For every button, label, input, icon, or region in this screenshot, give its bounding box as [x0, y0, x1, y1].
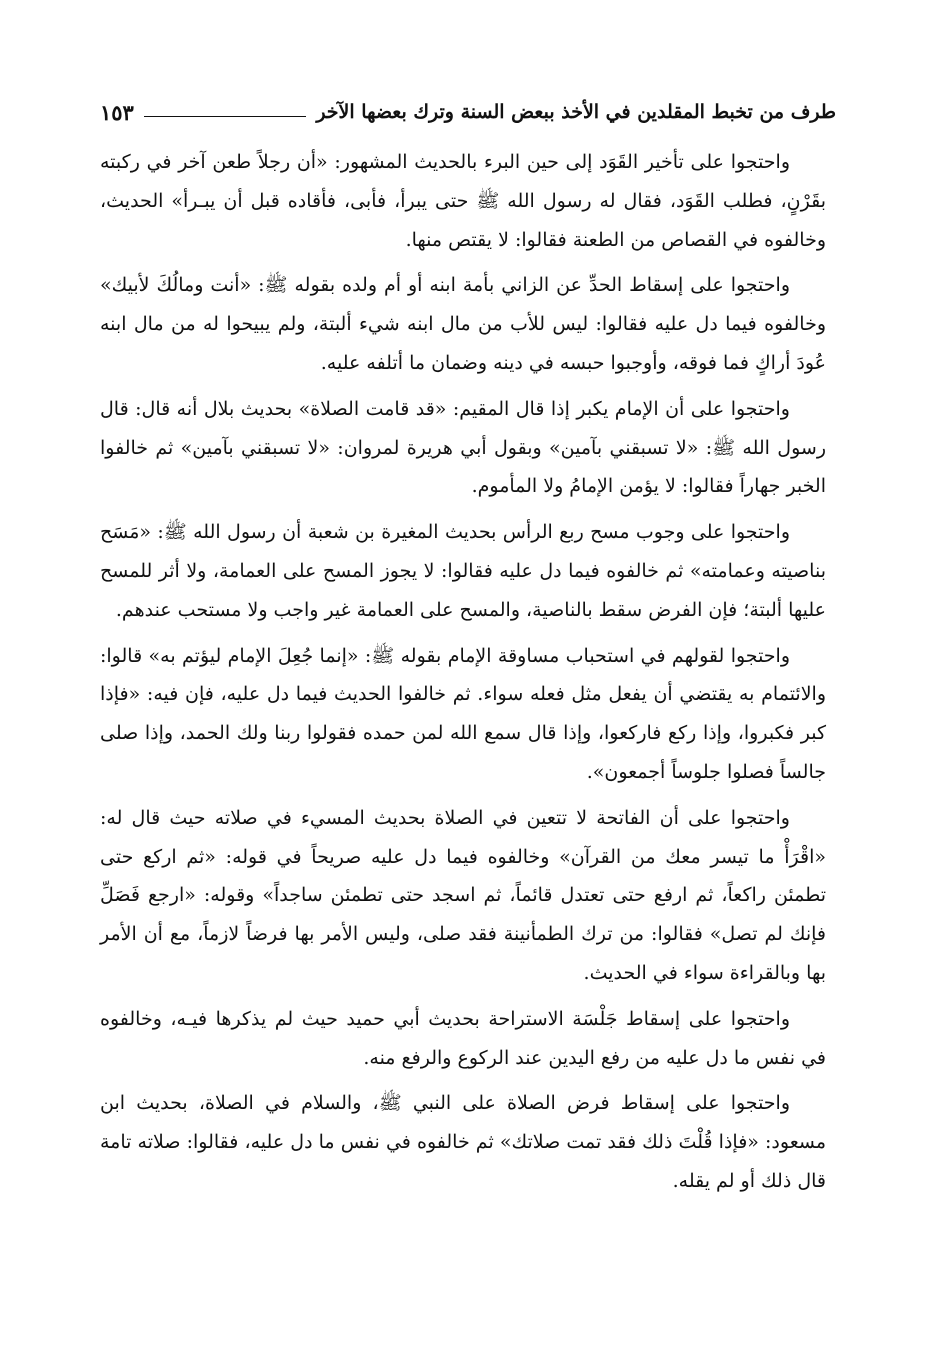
paragraph-8: واحتجوا على إسقاط فرض الصلاة على النبي ﷺ، والسلام في الصلاة، بحديث ابن مسعود: «فإذا قُلْتَ ذلك فقد تمت صلاتك» ثم خالفوه في نفس ما دل عليه، فقالوا: صلاته تامة قال ذلك أو لم يقله.: [100, 1092, 826, 1192]
paragraph-6: واحتجوا على أن الفاتحة لا تتعين في الصلاة بحديث المسيء في صلاته حيث قال له: «اقْرَأْ ما تيسر معك من القرآن» وخالفوه فيما دل عليه صريحاً في قوله: «ثم اركع حتى تطمئن راكعاً، ثم ارفع حتى تعتدل قائماً، ثم اسجد حتى تطمئن ساجداً» وقوله: «ارجع فَصَلِّ فإنك لم تصل» فقالوا: من ترك الطمأنينة فقد صلى، وليس الأمر بها فرضاً لازماً، مع أن الأمر بها وبالقراءة سواء في الحديث.: [100, 806, 826, 984]
paragraph-2: واحتجوا على إسقاط الحدِّ عن الزاني بأمة ابنه أو أم ولده بقوله ﷺ: «أنت ومالُكَ لأبيك» وخالفوه فيما دل عليه فقالوا: ليس للأب من مال ابنه شيء ألبتة، ولم يبيحوا له من مال ابنه عُودَ أراكٍ فما فوقه، وأوجبوا حبسه في دينه وضمان ما أتلفه عليه.: [100, 274, 826, 374]
paragraph-4: واحتجوا على وجوب مسح ربع الرأس بحديث المغيرة بن شعبة أن رسول الله ﷺ: «مَسَح بناصيته وعمامته» ثم خالفوه فيما دل عليه فقالوا: لا يجوز المسح على العمامة، ولا أثر للمسح عليها ألبتة؛ فإن الفرض سقط بالناصية، والمسح على العمامة غير واجب ولا مستحب عندهم.: [100, 521, 826, 621]
paragraph-5: واحتجوا لقولهم في استحباب مساوقة الإمام بقوله ﷺ: «إنما جُعِلَ الإمام ليؤتم به» قالوا: والائتمام به يقتضي أن يفعل مثل فعله سواء. ثم خالفوا الحديث فيما دل عليه، فإن فيه: «فإذا كبر فكبروا، وإذا ركع فاركعوا، وإذا قال سمع الله لمن حمده فقولوا ربنا ولك الحمد، وإذا صلى جالساً فصلوا جلوساً أجمعون».: [100, 644, 826, 783]
running-header-title: طرف من تخبط المقلدين في الأخذ ببعض السنة وترك بعضها الآخر: [316, 101, 836, 123]
paragraph-7: واحتجوا على إسقاط جَلْسَة الاستراحة بحديث أبي حميد حيث لم يذكرها فيـه، وخالفوه في نفس ما دل عليه من رفع اليدين عند الركوع والرفع منه.: [100, 1007, 826, 1069]
page-body: [100, 143, 826, 1208]
paragraph-1: واحتجوا على تأخير القَوَد إلى حين البرء بالحديث المشهور: «أن رجلاً طعن آخر في ركبته بقَرْنٍ، فطلب القَوَد، فقال له رسول الله ﷺ حتى يبرأ، فأبى، فأقاده قبل أن يبـرأ» الحديث، وخالفوه في القصاص من الطعنة فقالوا: لا يقتص منها.: [100, 151, 826, 251]
page-number: ١٥٣: [100, 99, 134, 125]
running-header: [100, 95, 836, 129]
header-rule: [144, 116, 306, 117]
paragraph-3: واحتجوا على أن الإمام يكبر إذا قال المقيم: «قد قامت الصلاة» بحديث بلال أنه قال: قال رسول الله ﷺ: «لا تسبقني بآمين» وبقول أبي هريرة لمروان: «لا تسبقني بآمين» ثم خالفوا الخبر جهاراً فقالوا: لا يؤمن الإمامُ ولا المأموم.: [100, 397, 826, 498]
